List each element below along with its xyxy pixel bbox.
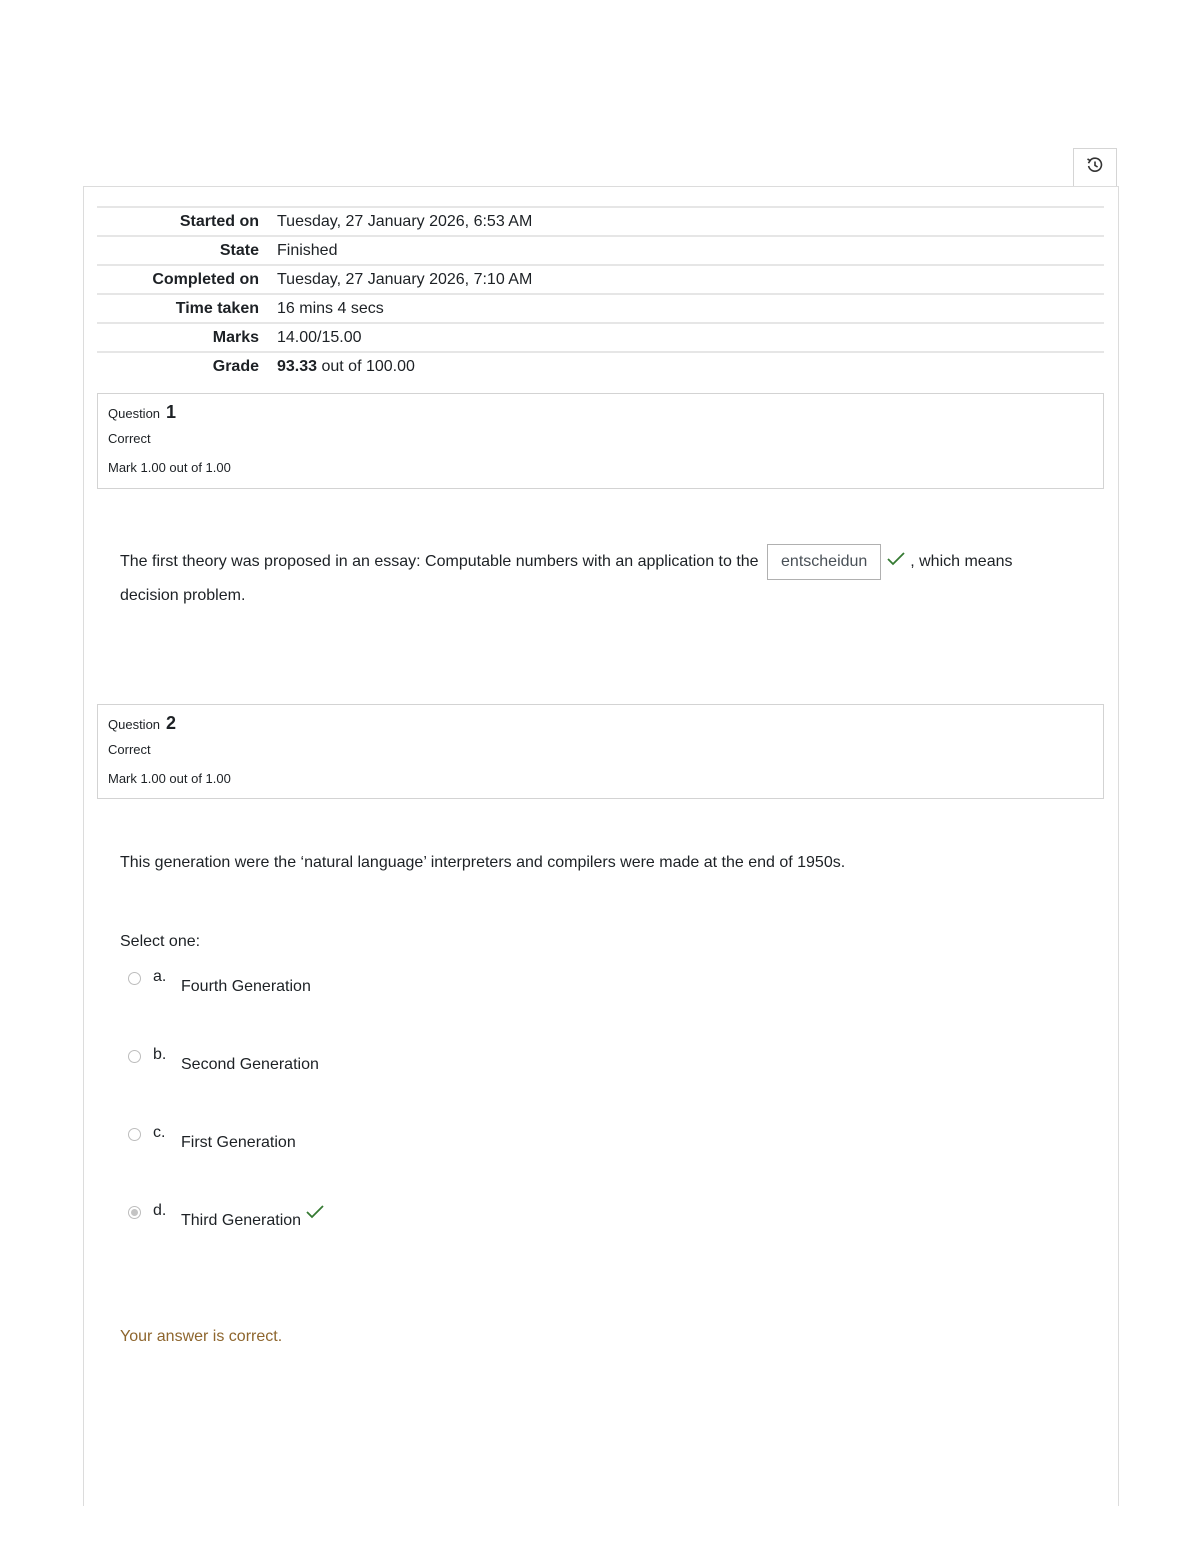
summary-label: Marks <box>212 329 259 346</box>
summary-label: Time taken <box>175 300 259 317</box>
question-mark: Mark 1.00 out of 1.00 <box>108 460 231 475</box>
summary-label: State <box>219 242 259 259</box>
summary-value: 14.00/15.00 <box>277 329 362 346</box>
option-label: Fourth Generation <box>181 978 311 995</box>
option-letter: d. <box>153 1202 167 1219</box>
summary-row-completed <box>97 265 1104 294</box>
check-icon <box>305 1204 325 1225</box>
question-state: Correct <box>108 742 151 757</box>
history-icon <box>1086 156 1104 179</box>
question-number-value: 1 <box>166 402 177 422</box>
radio-button-selected[interactable] <box>128 1206 141 1219</box>
summary-label: Completed on <box>152 271 259 288</box>
option-b[interactable] <box>128 1048 319 1074</box>
answer-input[interactable]: entscheidun <box>767 544 881 580</box>
option-letter: a. <box>153 968 167 985</box>
option-label: Second Generation <box>181 1056 319 1073</box>
option-label: First Generation <box>181 1134 296 1151</box>
summary-label: Grade <box>212 358 259 375</box>
summary-value: Tuesday, 27 January 2026, 7:10 AM <box>277 271 533 288</box>
check-icon <box>886 547 906 578</box>
question-state: Correct <box>108 431 151 446</box>
question-label: Question <box>108 406 161 421</box>
summary-value: Finished <box>277 242 338 259</box>
radio-button[interactable] <box>128 1050 141 1063</box>
option-letter: c. <box>153 1124 166 1141</box>
summary-label: Started on <box>179 213 259 230</box>
summary-value <box>267 352 1104 380</box>
select-one-prompt: Select one: <box>120 933 201 950</box>
question-number-value: 2 <box>166 713 177 733</box>
grade-out-of: out of 100.00 <box>317 358 415 375</box>
summary-value: 16 mins 4 secs <box>277 300 384 317</box>
option-a[interactable] <box>128 970 311 996</box>
option-letter: b. <box>153 1046 167 1063</box>
history-button[interactable] <box>1073 148 1117 186</box>
radio-button[interactable] <box>128 972 141 985</box>
summary-value: Tuesday, 27 January 2026, 6:53 AM <box>277 213 533 230</box>
option-d[interactable] <box>128 1204 325 1230</box>
question-2-text: This generation were the ‘natural language’ interpreters and compilers were made at the end of 1950s. <box>120 854 846 871</box>
option-label: Third Generation <box>181 1212 302 1229</box>
question-1-text <box>120 544 1040 611</box>
radio-button[interactable] <box>128 1128 141 1141</box>
summary-row-time-taken <box>97 294 1104 323</box>
question-label: Question <box>108 717 161 732</box>
answer-feedback: Your answer is correct. <box>120 1328 283 1345</box>
review-panel <box>83 186 1119 1506</box>
option-c[interactable] <box>128 1126 296 1152</box>
question-text-before: The first theory was proposed in an essay: Computable numbers with an application to the <box>120 553 759 571</box>
attempt-summary-table <box>97 206 1104 380</box>
summary-row-marks <box>97 323 1104 352</box>
question-2-info <box>97 704 1104 799</box>
summary-row-started <box>97 207 1104 236</box>
grade-score: 93.33 <box>277 358 318 375</box>
question-number <box>108 713 1093 734</box>
question-text-after: , which means decision problem. <box>120 553 1013 604</box>
question-1-info <box>97 393 1104 489</box>
summary-row-state <box>97 236 1104 265</box>
question-number <box>108 402 1093 423</box>
summary-row-grade <box>97 352 1104 380</box>
question-mark: Mark 1.00 out of 1.00 <box>108 771 231 786</box>
